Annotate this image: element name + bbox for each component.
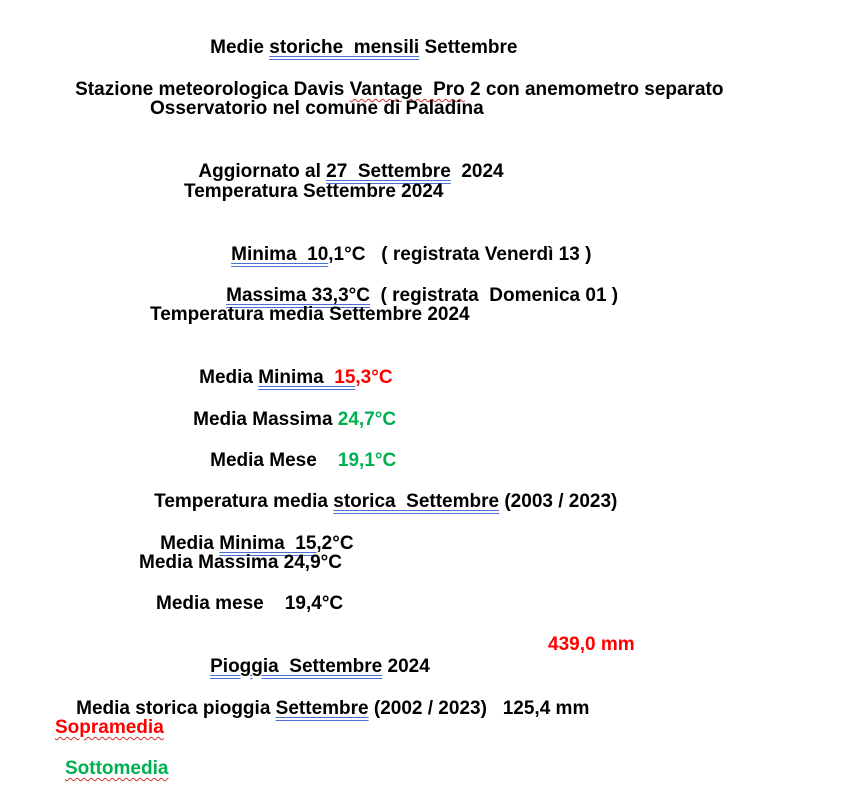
legend-below-average: Sottomedia [65,758,169,779]
month-rain: Pioggia Settembre 2024 [210,656,430,677]
legend-above-average: Sopramedia [55,717,164,738]
historical-average-heading: Temperatura media storica Settembre (2003 / 2023) [154,491,618,512]
above-below-value: 24,7°C [337,409,397,430]
station-description: Stazione meteorologica Davis Vantage Pro 2 con anemometro separato [75,79,724,100]
month-average-maximum: Media Massima 24,7°C [193,409,397,430]
historical-rain: Media storica pioggia Settembre (2002 / 2023) 125,4 mm [76,698,590,719]
month-temperature-heading: Temperatura Settembre 2024 [184,181,444,202]
month-average-heading: Temperatura media Settembre 2024 [150,304,470,325]
month-temperature-maximum: Massima 33,3°C ( registrata Domenica 01 ) [226,285,619,306]
document-title: Medie storiche mensili Settembre [210,37,518,58]
month-rain-value: 439,0 mm [548,634,635,655]
month-average-minimum: Media Minima 15,3°C [199,367,393,388]
historical-average-minimum: Media Minima 15,2°C [160,533,354,554]
observatory-location: Osservatorio nel comune di Paladina [150,98,484,119]
historical-average-month: Media mese 19,4°C [156,593,344,614]
last-updated: Aggiornato al 27 Settembre 2024 [198,161,504,182]
month-average-month: Media Mese 19,1°C [210,450,397,471]
historical-average-maximum: Media Massima 24,9°C [139,552,342,573]
month-temperature-minimum: Minima 10,1°C ( registrata Venerdì 13 ) [231,244,592,265]
